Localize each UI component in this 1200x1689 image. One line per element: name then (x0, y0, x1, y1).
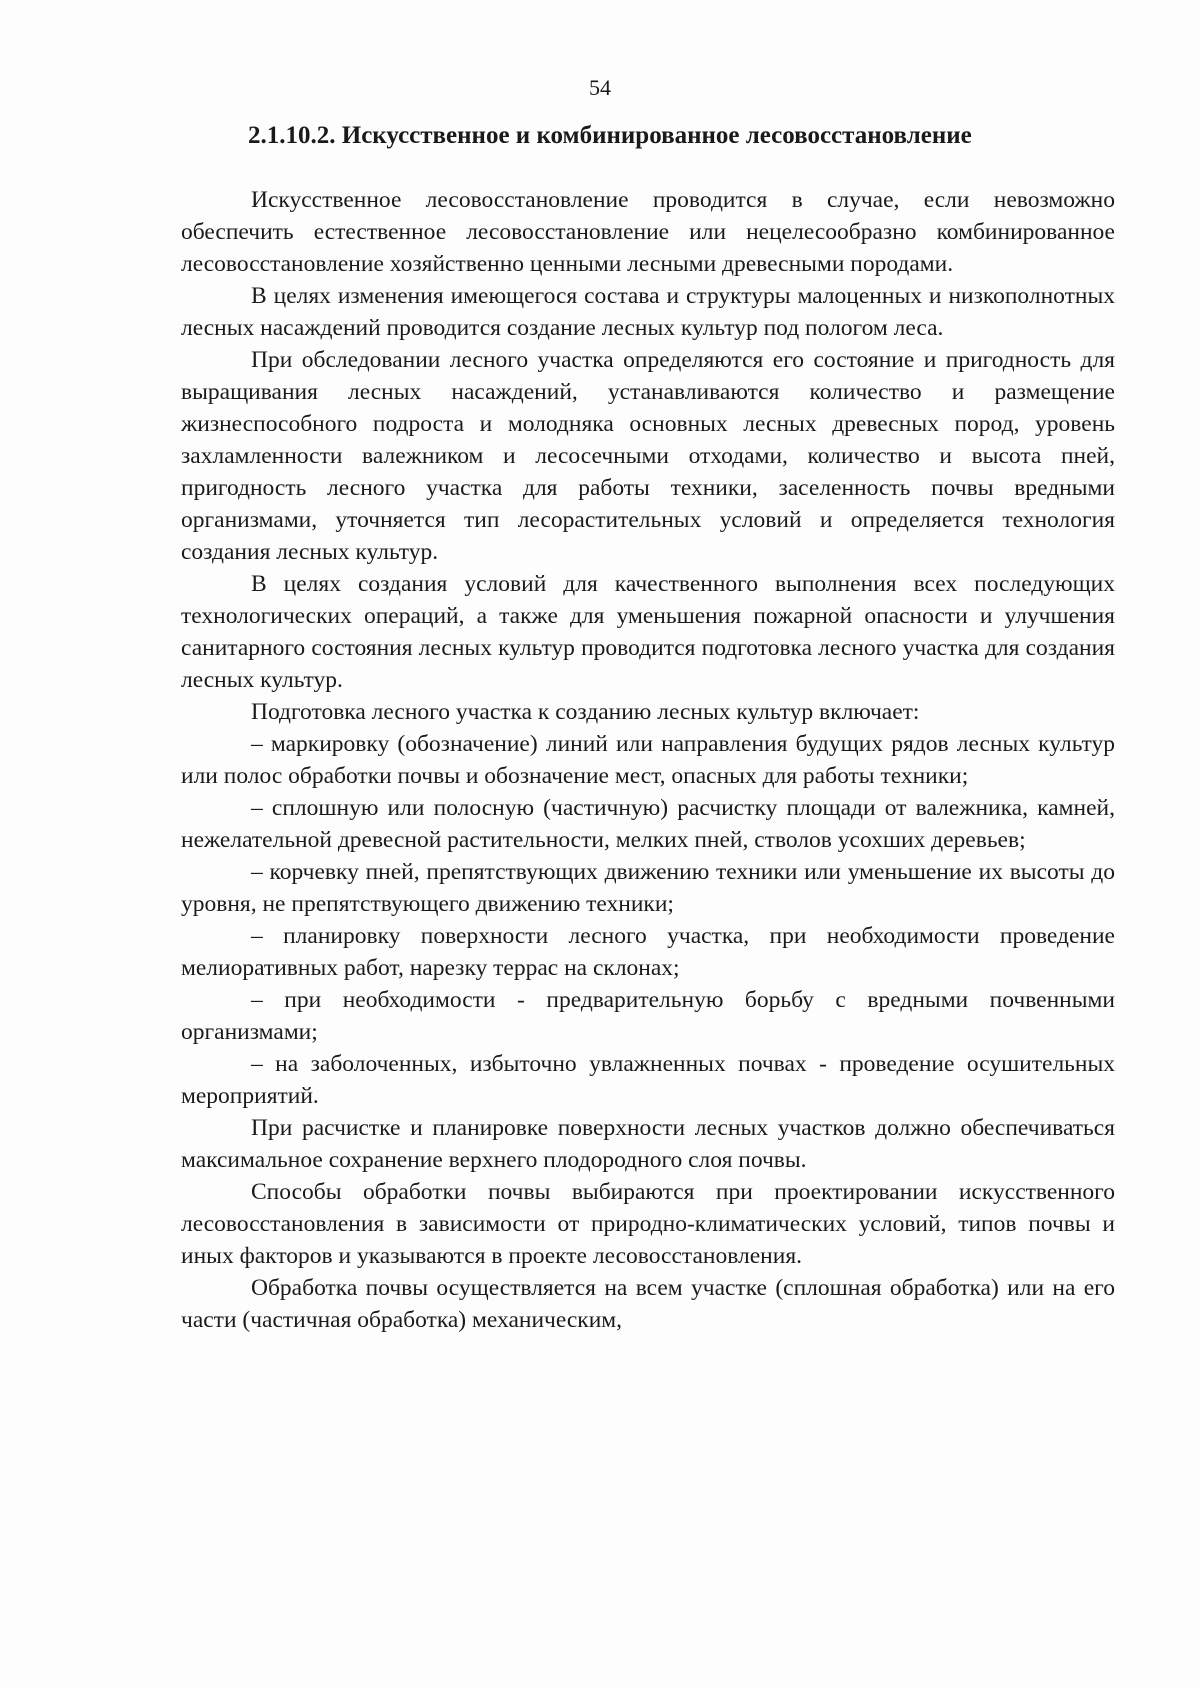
paragraph: Подготовка лесного участка к созданию лесных культур включает: (251, 699, 920, 725)
page-number: 54 (589, 75, 611, 100)
list-item: – маркировку (обозначение) линий или направления будущих рядов лесных культур или полос обработки почвы и обозначение мест, опасных для работы техники; (181, 731, 1115, 789)
list-item: – планировку поверхности лесного участка, при необходимости проведение мелиоративных работ, нарезку террас на склонах; (181, 923, 1115, 981)
section-heading: 2.1.10.2. Искусственное и комбинированное лесовосстановление (248, 122, 972, 149)
list-item: – сплошную или полосную (частичную) расчистку площади от валежника, камней, нежелательной древесной растительности, мелких пней, стволов усохших деревьев; (181, 795, 1115, 853)
paragraph: При обследовании лесного участка определяются его состояние и пригодность для выращивания лесных насаждений, устанавливаются количество и размещение жизнеспособного подроста и молодняка основных лесных древесных пород, уровень захламленности валежником и лесосечными отходами, количество и высота пней, пригодность лесного участка для работы техники, заселенность почвы вредными организмами, уточняется тип лесорастительных условий и определяется технология создания лесных культур. (181, 347, 1115, 565)
paragraph: В целях изменения имеющегося состава и структуры малоценных и низкополнотных лесных насаждений проводится создание лесных культур под пологом леса. (181, 283, 1115, 341)
document-body (181, 184, 1115, 1336)
list-item: – корчевку пней, препятствующих движению техники или уменьшение их высоты до уровня, не препятствующего движению техники; (181, 859, 1115, 917)
paragraph: В целях создания условий для качественного выполнения всех последующих технологических операций, а также для уменьшения пожарной опасности и улучшения санитарного состояния лесных культур проводится подготовка лесного участка для создания лесных культур. (181, 571, 1115, 693)
paragraph: Способы обработки почвы выбираются при проектировании искусственного лесовосстановления в зависимости от природно-климатических условий, типов почвы и иных факторов и указываются в проекте лесовосстановления. (181, 1179, 1115, 1269)
paragraph: При расчистке и планировке поверхности лесных участков должно обеспечиваться максимальное сохранение верхнего плодородного слоя почвы. (181, 1115, 1115, 1173)
paragraph: Обработка почвы осуществляется на всем участке (сплошная обработка) или на его части (частичная обработка) механическим, (181, 1275, 1115, 1333)
paragraph: Искусственное лесовосстановление проводится в случае, если невозможно обеспечить естественное лесовосстановление или нецелесообразно комбинированное лесовосстановление хозяйственно ценными лесными древесными породами. (181, 187, 1115, 277)
list-item: – при необходимости - предварительную борьбу с вредными почвенными организмами; (181, 987, 1115, 1045)
list-item: – на заболоченных, избыточно увлажненных почвах - проведение осушительных мероприятий. (181, 1051, 1115, 1109)
